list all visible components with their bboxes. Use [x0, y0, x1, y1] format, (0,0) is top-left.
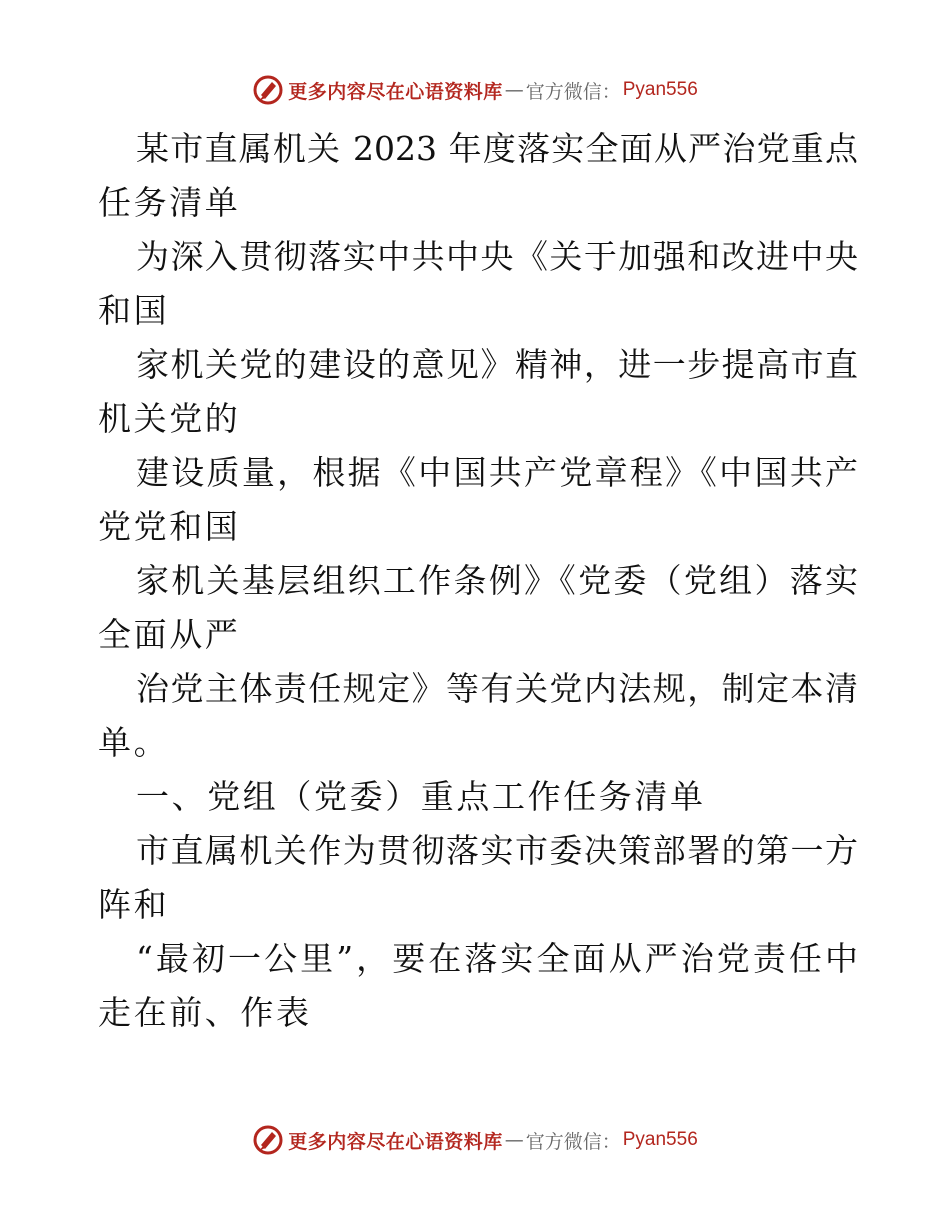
doc-section-heading: 一、党组（党委）重点工作任务清单 [136, 777, 706, 816]
document-body [98, 122, 858, 1040]
doc-paragraph-line: 单。 [98, 723, 170, 762]
banner-dash: — [504, 79, 524, 101]
banner-text: 更多内容尽在心语资料库 [288, 80, 503, 103]
doc-paragraph-line: 走在前、作表 [98, 993, 312, 1032]
doc-title-line-1: 某市直属机关 2023 年度落实全面从严治党重点 [136, 129, 858, 168]
doc-paragraph-line: 治党主体责任规定》等有关党内法规，制定本清 [136, 669, 858, 708]
doc-paragraph-line: 阵和 [98, 885, 170, 924]
doc-paragraph-line: 市直属机关作为贯彻落实市委决策部署的第一方 [136, 831, 858, 870]
banner-text: 更多内容尽在心语资料库 [288, 1130, 503, 1153]
doc-paragraph-line: 党党和国 [98, 507, 241, 546]
doc-paragraph-line: 和国 [98, 291, 170, 330]
banner-wechat-label: 官方微信： [525, 80, 621, 103]
doc-paragraph-line: 家机关党的建设的意见》精神，进一步提高市直 [136, 345, 858, 384]
doc-paragraph-line: 家机关基层组织工作条例》《党委（党组）落实 [136, 561, 858, 600]
brand-logo-icon [252, 1124, 284, 1156]
banner-wechat-id: Pyan556 [622, 1129, 698, 1150]
doc-paragraph-line: 全面从严 [98, 615, 241, 654]
banner-wechat-id: Pyan556 [622, 79, 698, 100]
doc-paragraph-line: 建设质量，根据《中国共产党章程》《中国共产 [136, 453, 858, 492]
doc-paragraph-line: 机关党的 [98, 399, 241, 438]
banner-wechat-label: 官方微信： [525, 1130, 621, 1153]
banner-dash: — [504, 1129, 524, 1151]
footer-banner [0, 1120, 950, 1160]
doc-paragraph-line: 为深入贯彻落实中共中央《关于加强和改进中央 [136, 237, 858, 276]
brand-logo-icon [252, 74, 284, 106]
doc-paragraph-line: “最初一公里”，要在落实全面从严治党责任中 [136, 939, 858, 978]
doc-title-line-2: 任务清单 [98, 183, 241, 222]
header-banner [0, 70, 950, 110]
